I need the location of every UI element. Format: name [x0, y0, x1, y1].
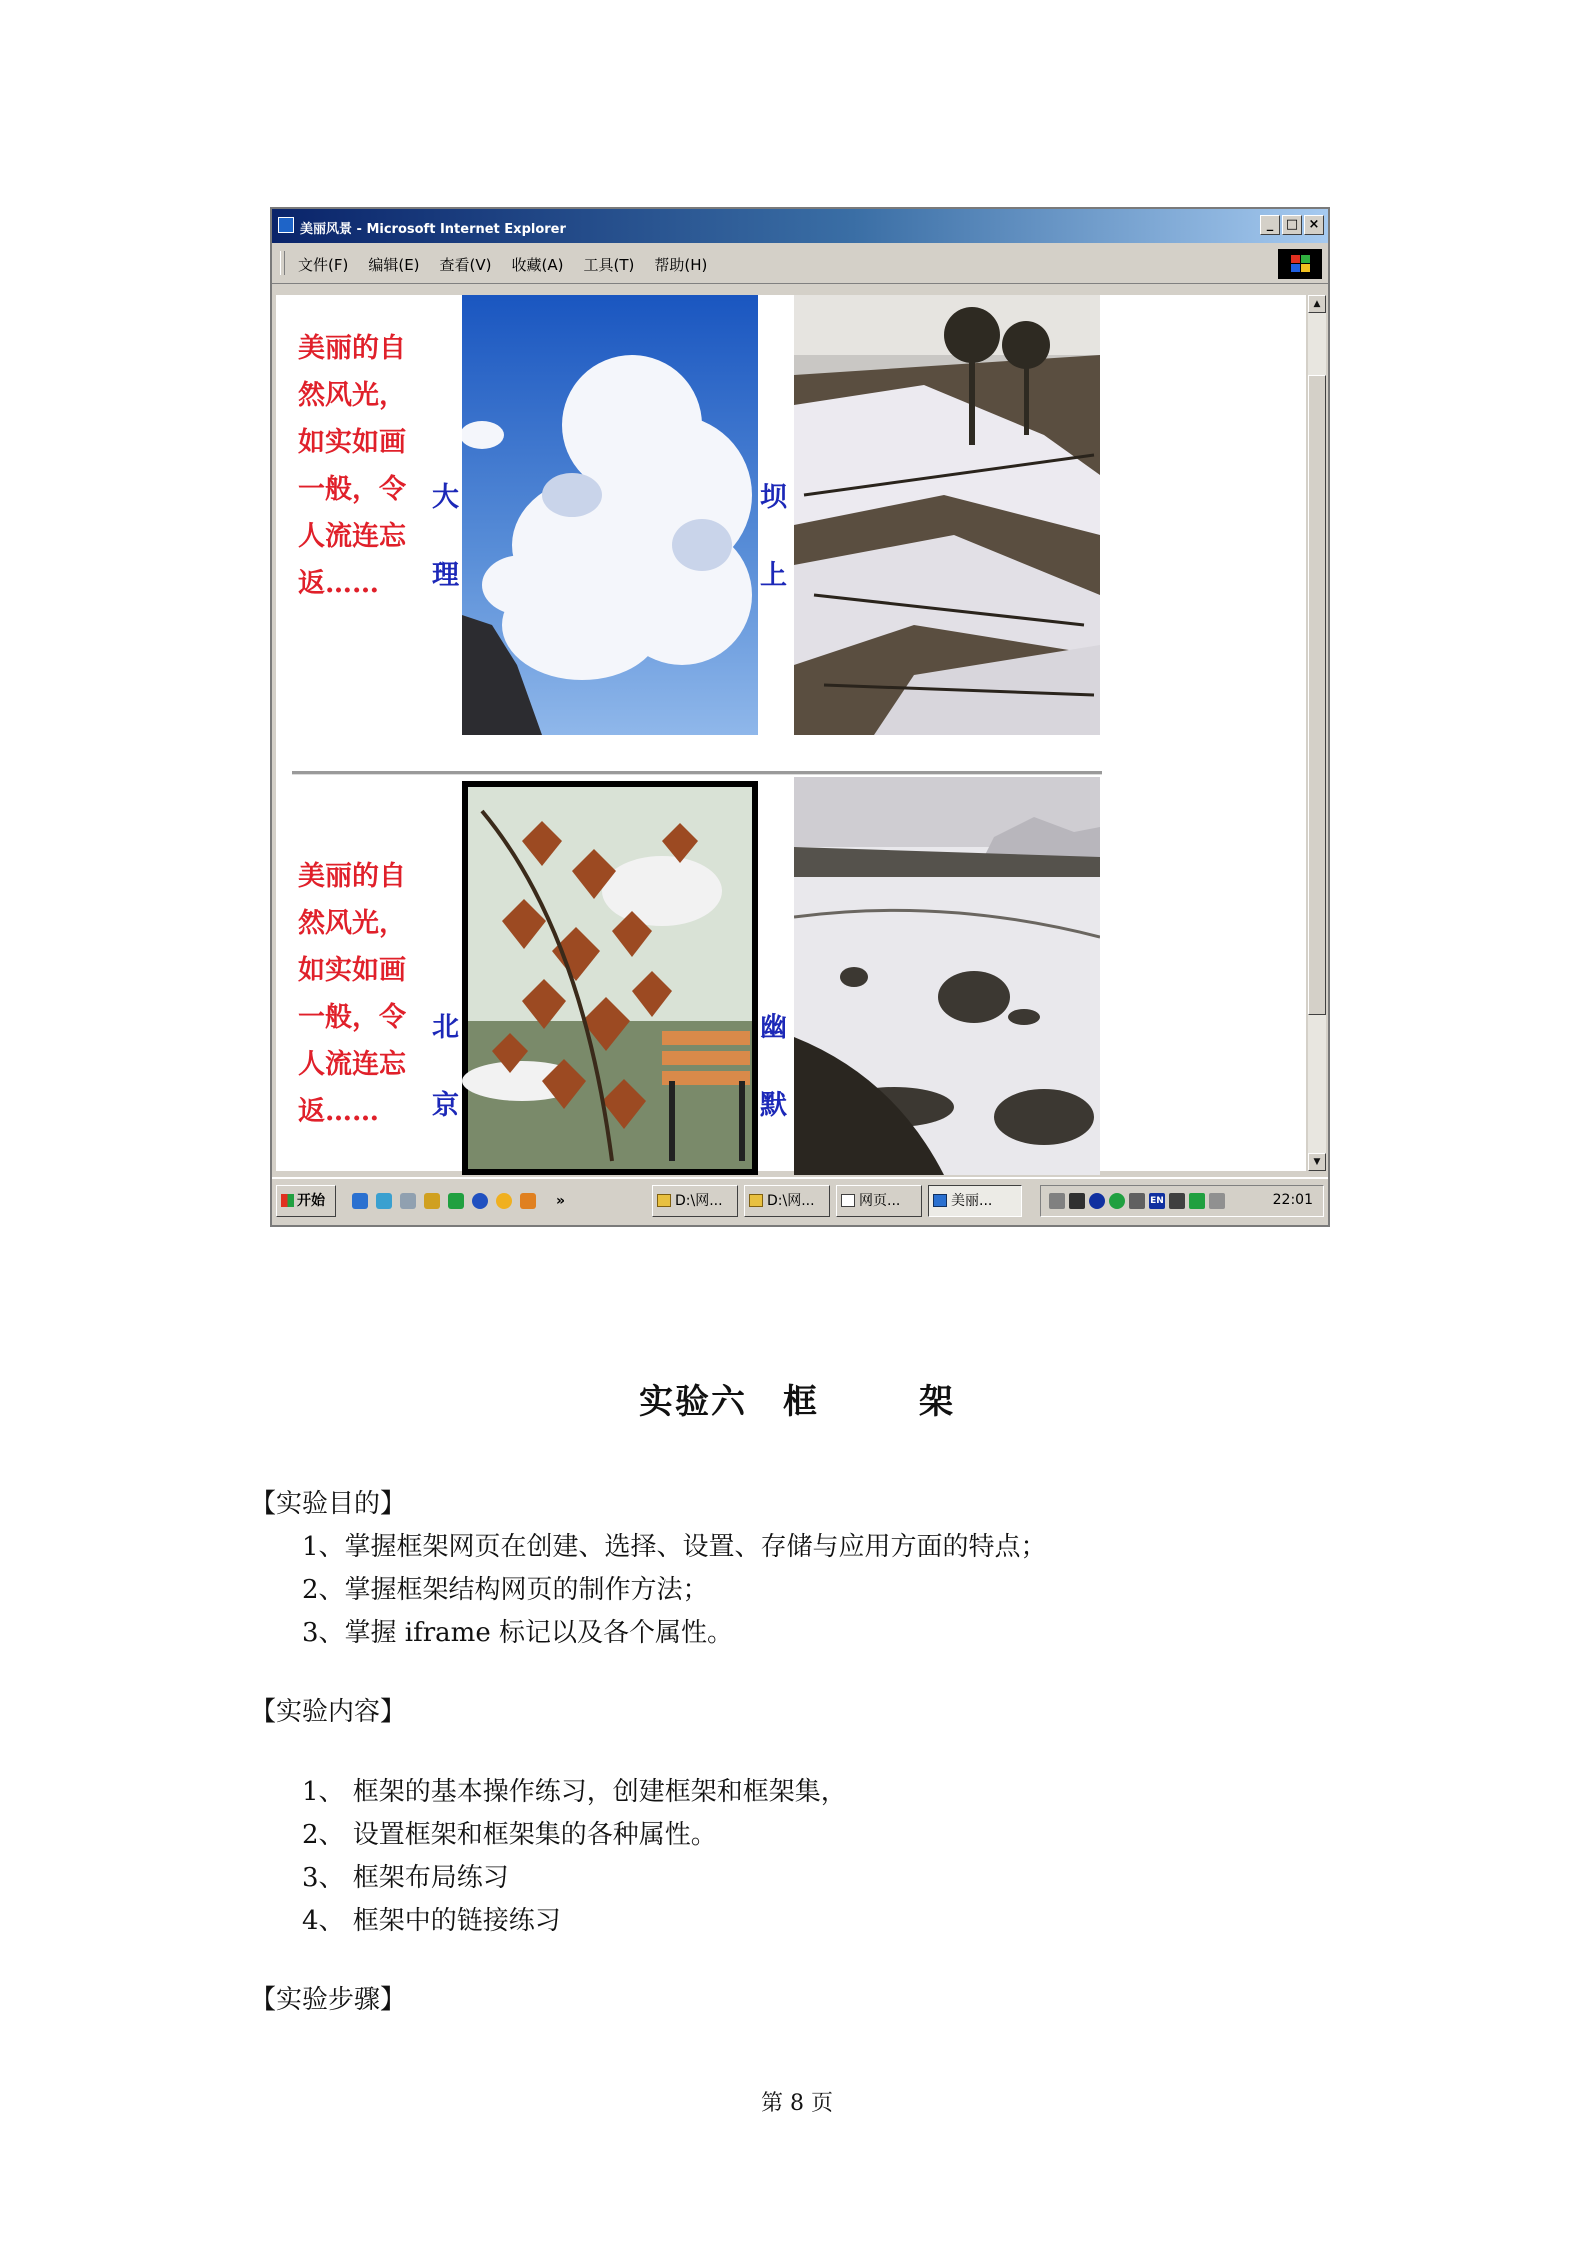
section-title-steps: 【实验步骤】	[250, 1985, 407, 2015]
section-title-purpose: 【实验目的】	[250, 1489, 407, 1519]
task-ie-active[interactable]	[928, 1185, 1022, 1217]
title-bar	[272, 209, 1328, 243]
printer-icon[interactable]	[1129, 1193, 1145, 1209]
page-number: 第 8 页	[761, 2091, 833, 2116]
taskbar	[272, 1177, 1328, 1225]
ie-icon	[933, 1194, 947, 1207]
menu-view[interactable]: 查看(V)	[439, 256, 492, 274]
page-viewport	[276, 295, 1306, 1171]
chevron-icon[interactable]: »	[556, 1193, 566, 1209]
scroll-up-arrow-icon[interactable]: ▲	[1308, 295, 1326, 313]
content-item-2: 2、 设置框架和框架集的各种属性。	[302, 1820, 717, 1850]
label-beijing: 北 京	[432, 1012, 459, 1121]
blue-sky-clouds-photo	[462, 295, 758, 735]
section-title-content: 【实验内容】	[250, 1697, 407, 1727]
purpose-item-2: 2、掌握框架结构网页的制作方法；	[302, 1575, 709, 1605]
scroll-down-arrow-icon[interactable]: ▼	[1308, 1153, 1326, 1171]
vertical-scrollbar[interactable]	[1308, 295, 1326, 1171]
menu-tools[interactable]: 工具(T)	[583, 256, 635, 274]
menu-help[interactable]: 帮助(H)	[654, 256, 708, 274]
usb-icon[interactable]	[1209, 1193, 1225, 1209]
toolbar-grip[interactable]	[280, 251, 285, 275]
poem-line: 美丽的自	[298, 333, 406, 364]
window-title: 美丽风景 - Microsoft Internet Explorer	[300, 222, 566, 237]
start-label: 开始	[297, 1193, 325, 1209]
window-controls	[1260, 215, 1324, 235]
snowy-hills-photo	[794, 777, 1100, 1175]
poem-line: 返……	[298, 568, 379, 599]
ie-quicklaunch-icon[interactable]	[352, 1193, 368, 1209]
heading-part-1: 实验六 框	[639, 1382, 819, 1422]
purpose-item-3: 3、掌握 iframe 标记以及各个属性。	[302, 1618, 733, 1648]
browser-window	[270, 207, 1330, 1227]
shield-icon[interactable]	[1089, 1193, 1105, 1209]
app-icon[interactable]	[424, 1193, 440, 1209]
poem-line: 返……	[298, 1096, 379, 1127]
poem-text-2	[298, 853, 438, 1135]
task-editor[interactable]	[836, 1185, 922, 1217]
label-dali: 大 理	[432, 482, 459, 591]
ie-icon	[278, 217, 294, 233]
ime-indicator[interactable]: EN	[1149, 1193, 1165, 1209]
speaker-icon[interactable]	[1049, 1193, 1065, 1209]
web-editor-icon	[841, 1194, 855, 1207]
outlook-icon[interactable]	[376, 1193, 392, 1209]
heading-part-2: 架	[919, 1382, 955, 1422]
network-icon[interactable]	[1069, 1193, 1085, 1209]
windows-flag-icon	[281, 1194, 294, 1207]
task-folder-1[interactable]	[652, 1185, 738, 1217]
folder-icon	[749, 1194, 763, 1207]
arrow-tray-icon[interactable]	[1189, 1193, 1205, 1209]
menu-bar	[272, 243, 1328, 284]
poem-line: 人流连忘	[298, 1049, 406, 1080]
start-button[interactable]	[276, 1185, 336, 1217]
minimize-button[interactable]: _	[1260, 215, 1280, 235]
media-icon[interactable]	[472, 1193, 488, 1209]
folder-icon	[657, 1194, 671, 1207]
snowy-village-photo	[794, 295, 1100, 735]
menu-favorites[interactable]: 收藏(A)	[511, 256, 564, 274]
task-label: 网页...	[859, 1193, 901, 1209]
poem-line: 如实如画	[298, 427, 406, 458]
player-icon[interactable]	[496, 1193, 512, 1209]
camera-icon[interactable]	[1169, 1193, 1185, 1209]
poem-line: 然风光，	[298, 908, 406, 939]
horizontal-rule	[292, 771, 1102, 775]
poem-line: 人流连忘	[298, 521, 406, 552]
windows-logo-icon	[1278, 249, 1322, 279]
purpose-item-1: 1、掌握框架网页在创建、选择、设置、存储与应用方面的特点；	[302, 1532, 1047, 1562]
label-youmo: 幽 默	[760, 1012, 787, 1121]
maximize-button[interactable]: □	[1282, 215, 1302, 235]
close-button[interactable]: ×	[1304, 215, 1324, 235]
system-tray	[1040, 1185, 1324, 1217]
quick-launch	[352, 1193, 565, 1209]
poem-text-1	[298, 325, 438, 607]
poem-line: 然风光，	[298, 380, 406, 411]
task-label: D:\网...	[767, 1193, 815, 1209]
content-item-3: 3、 框架布局练习	[302, 1863, 509, 1893]
task-label: D:\网...	[675, 1193, 723, 1209]
update-icon[interactable]	[1109, 1193, 1125, 1209]
flash-icon[interactable]	[520, 1193, 536, 1209]
content-item-1: 1、 框架的基本操作练习，创建框架和框架集，	[302, 1777, 847, 1807]
poem-line: 一般，令	[298, 474, 406, 505]
clock[interactable]: 22:01	[1272, 1192, 1313, 1208]
poem-line: 一般，令	[298, 1002, 406, 1033]
experiment-heading	[0, 1374, 1594, 1423]
label-bashang: 坝 上	[760, 482, 787, 591]
desktop-icon[interactable]	[400, 1193, 416, 1209]
arrow-icon[interactable]	[448, 1193, 464, 1209]
poem-line: 美丽的自	[298, 861, 406, 892]
menu-file[interactable]: 文件(F)	[298, 256, 349, 274]
autumn-leaves-bench-photo	[462, 781, 758, 1175]
menu-edit[interactable]: 编辑(E)	[368, 256, 420, 274]
content-item-4: 4、 框架中的链接练习	[302, 1906, 561, 1936]
poem-line: 如实如画	[298, 955, 406, 986]
task-label: 美丽...	[951, 1193, 993, 1209]
scroll-thumb[interactable]	[1308, 375, 1326, 1015]
task-folder-2[interactable]	[744, 1185, 830, 1217]
